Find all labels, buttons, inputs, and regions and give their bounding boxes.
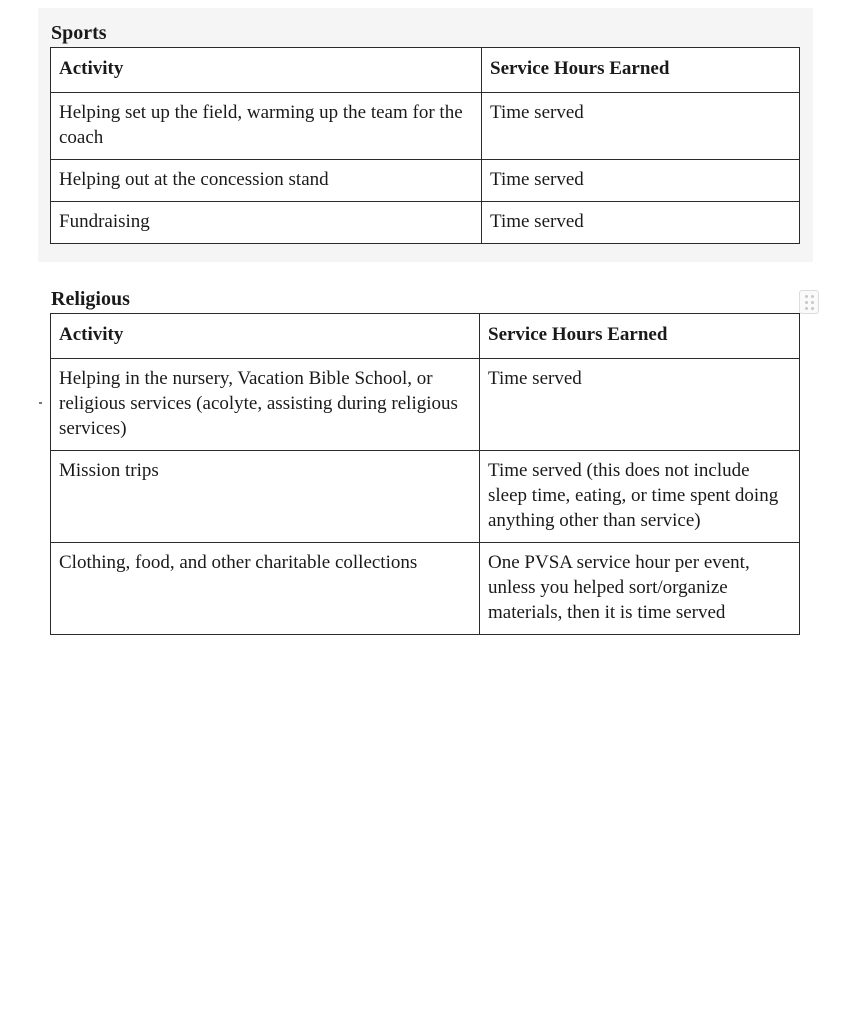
religious-section-title: Religious (51, 288, 130, 310)
activity-cell[interactable]: Helping in the nursery, Vacation Bible School, or religious services (acolyte, assisting during religious services) (51, 359, 480, 451)
hours-cell[interactable]: Time served (480, 359, 800, 451)
activity-cell[interactable]: Mission trips (51, 451, 480, 543)
hours-cell[interactable]: Time served (482, 93, 800, 160)
column-header-activity: Activity (51, 314, 480, 359)
margin-marker (39, 402, 42, 404)
hours-cell[interactable]: Time served (482, 202, 800, 244)
table-header-row (51, 314, 800, 359)
hours-cell[interactable]: One PVSA service hour per event, unless you helped sort/organize materials, then it is time served (480, 543, 800, 635)
sports-section-title: Sports (51, 22, 107, 44)
hours-cell[interactable]: Time served (this does not include sleep time, eating, or time spent doing anything other than service) (480, 451, 800, 543)
sports-table (50, 47, 800, 244)
column-header-service-hours: Service Hours Earned (480, 314, 800, 359)
table-row (51, 451, 800, 543)
table-row (51, 93, 800, 160)
activity-cell[interactable]: Helping set up the field, warming up the team for the coach (51, 93, 482, 160)
table-row (51, 543, 800, 635)
activity-cell[interactable]: Fundraising (51, 202, 482, 244)
table-row (51, 160, 800, 202)
table-row (51, 202, 800, 244)
table-row (51, 359, 800, 451)
activity-cell[interactable]: Clothing, food, and other charitable collections (51, 543, 480, 635)
religious-table (50, 313, 800, 635)
column-header-service-hours: Service Hours Earned (482, 48, 800, 93)
activity-cell[interactable]: Helping out at the concession stand (51, 160, 482, 202)
column-header-activity: Activity (51, 48, 482, 93)
hours-cell[interactable]: Time served (482, 160, 800, 202)
table-drag-handle-icon[interactable] (799, 290, 819, 314)
table-header-row (51, 48, 800, 93)
